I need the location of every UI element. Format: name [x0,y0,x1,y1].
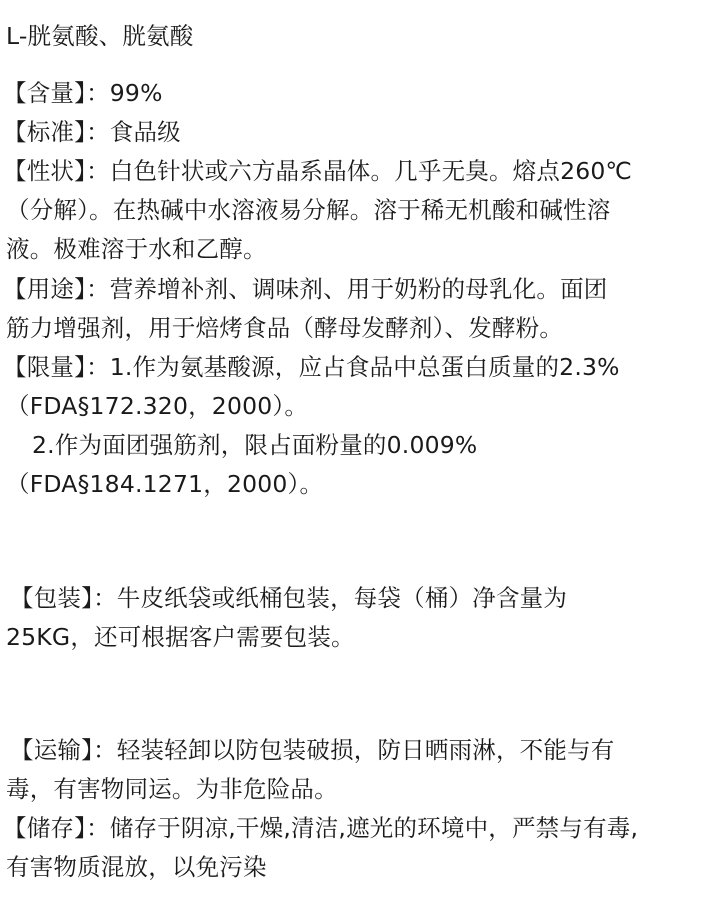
limits-label: 【限量】 [3,353,87,381]
packaging-label: 【包装】 [10,584,94,612]
limits-row [3,349,620,385]
usage-label: 【用途】 [3,275,87,303]
content-label: 【含量】 [3,79,87,107]
usage-line-2: 筋力增强剂，用于焙烤食品（酵母发酵剂）、发酵粉。 [6,314,564,342]
properties-row [3,153,632,189]
properties-sep: ： [86,157,110,185]
limits-line-2-row [6,388,308,424]
content-value: 99% [109,79,163,107]
properties-line-3-row [6,231,267,267]
packaging-line-1: 牛皮纸袋或纸桶包装，每袋（桶）净含量为 [116,584,568,612]
transport-label: 【运输】 [10,736,94,764]
standard-sep: ： [86,118,110,146]
limits-line-4: （FDA§184.1271，2000）。 [6,470,324,498]
limits-line-1: 1.作为氨基酸源，应占食品中总蛋白质量的2.3% [109,353,620,381]
storage-line-2: 有害物质混放，以免污染 [6,853,267,881]
limits-line-4-row [6,466,323,502]
limits-line-3: 2.作为面团强筋剂，限占面粉量的0.009% [32,431,478,459]
limits-line-3-row [32,427,477,463]
limits-line-2: （FDA§172.320，2000）。 [6,392,309,420]
content-row [3,75,163,111]
properties-line-2-row [6,192,610,228]
transport-sep: ： [93,736,117,764]
title-text: L-胱氨酸、胱氨酸 [6,22,194,50]
standard-value: 食品级 [109,118,181,146]
storage-sep: ： [86,814,110,842]
standard-row [3,114,181,150]
storage-line-1: 储存于阴凉,干燥,清洁,遮光的环境中，严禁与有毒, [109,814,639,842]
limits-sep: ： [86,353,110,381]
storage-row [3,810,638,846]
packaging-line-2-row [6,619,355,655]
packaging-row [10,580,567,616]
transport-row [10,732,614,768]
usage-row [3,271,607,307]
transport-line-2-row [6,771,338,807]
usage-line-1: 营养增补剂、调味剂、用于奶粉的母乳化。面团 [109,275,608,303]
transport-line-1: 轻装轻卸以防包装破损，防日晒雨淋，不能与有 [116,736,615,764]
properties-line-3: 液。极难溶于水和乙醇。 [6,235,267,263]
packaging-sep: ： [93,584,117,612]
usage-sep: ： [86,275,110,303]
standard-label: 【标准】 [3,118,87,146]
properties-line-1: 白色针状或六方晶系晶体。几乎无臭。熔点260℃ [109,157,633,185]
document-title [6,18,193,54]
packaging-line-2: 25KG，还可根据客户需要包装。 [6,623,355,651]
transport-line-2: 毒，有害物同运。为非危险品。 [6,775,338,803]
usage-line-2-row [6,310,563,346]
properties-label: 【性状】 [3,157,87,185]
storage-line-2-row [6,849,267,885]
content-sep: ： [86,79,110,107]
properties-line-2: （分解）。在热碱中水溶液易分解。溶于稀无机酸和碱性溶 [6,196,611,224]
storage-label: 【储存】 [3,814,87,842]
